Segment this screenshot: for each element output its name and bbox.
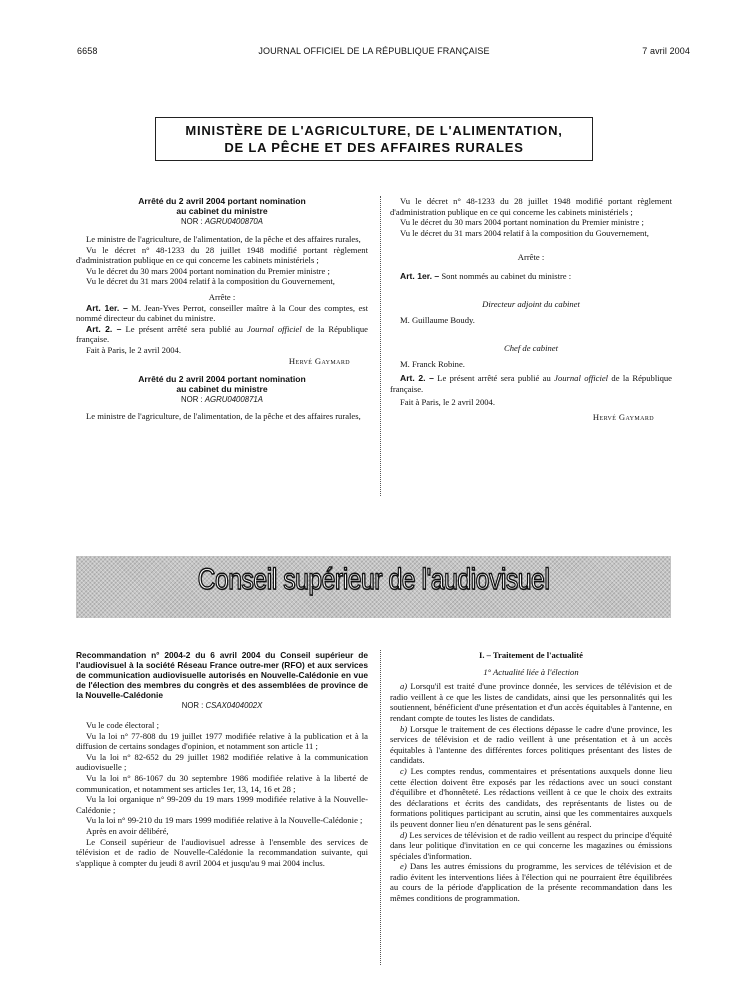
section1-column (390, 650, 672, 904)
arrete2-arrete: Arrête : (517, 252, 545, 263)
section-banner-title: Conseil supérieur de l'audiovisuel (197, 563, 550, 596)
arrete2-visa1: Vu le décret n° 48-1233 du 28 juillet 1948 modifié portant règlement d'administration publique en ce qui concerne les cabinets ministériels ; (390, 196, 672, 217)
arrete2-title (76, 374, 368, 394)
arrete2-role2: Chef de cabinet (504, 342, 558, 353)
article-text: M. Jean-Yves Perrot, conseiller maître à la Cour des comptes, est nommé directeur du cabinet du ministre. (76, 302, 369, 324)
arrete2-person2: M. Franck Robine. (400, 359, 465, 370)
article-text: Sont nommés au cabinet du ministre : (439, 270, 572, 281)
article-text: de la République française. (390, 372, 673, 394)
journal-title: JOURNAL OFFICIEL DE LA RÉPUBLIQUE FRANÇAISE (258, 46, 490, 56)
arrete1-preamble: Le ministre de l'agriculture, de l'alimentation, de la pêche et des affaires rurales, (86, 234, 361, 244)
recommandation-visa3: Vu la loi n° 82-652 du 29 juillet 1982 modifiée relative à la communication audiovisuelle ; (76, 751, 368, 773)
arrete1-fait: Fait à Paris, le 2 avril 2004. (86, 344, 181, 355)
arrete1-column (76, 196, 368, 422)
item-text: Lorsque le traitement de ces élections dépasse le cadre d'une province, les services de télévision et de radio veillent à une présentation et à un accès équitables à l'antenne des différentes forces politiques présentant des listes de candidats. (390, 723, 672, 766)
recommandation-deliberation: Après en avoir délibéré, (86, 825, 169, 836)
section1-item-e (390, 861, 672, 903)
item-text: Les services de télévision et de radio veillent au respect du principe d'équité dans leur politique d'invitation en ce qui concerne les magazines ou émissions spéciales d'information. (390, 829, 672, 861)
arrete2-preamble: Le ministre de l'agriculture, de l'alimentation, de la pêche et des affaires rurales, (86, 411, 361, 422)
item-label: e) (400, 861, 407, 872)
item-text: Les comptes rendus, commentaires et présentations auxquels donne lieu cette élection doivent être exposés par les rédactions avec un souci constant d'équilibre et d'honnêteté. Les rédactions veillent à ce que le choix des extraits des déclarations et écrits des candidats, des représentants de listes ou de formations politiques participant au scrutin, ainsi que les commentaires auxquels ils peuvent donner lieu n'en dénaturent pas le sens général. (390, 765, 672, 829)
arrete2-nor (76, 394, 368, 405)
section1-item-a (390, 681, 672, 723)
recommandation-visa2: Vu la loi n° 77-808 du 19 juillet 1977 modifiée relative à la publication et à la diffusion de certains sondages d'opinion, et notamment son article 11 ; (76, 730, 368, 752)
arrete1-nor (76, 216, 368, 227)
arrete1-title (76, 196, 368, 216)
nor-label: NOR : (181, 217, 205, 226)
arrete1-article1 (76, 303, 368, 324)
article-label: Art. 2. – (86, 323, 122, 334)
arrete1-visa3: Vu le décret du 31 mars 2004 relatif à la composition du Gouvernement, (86, 276, 335, 287)
arrete1-arrete: Arrête : (208, 291, 236, 302)
ministry-heading-box (155, 117, 593, 161)
article-label: Art. 1er. – (400, 270, 440, 281)
journal-officiel-ref: Journal officiel (554, 372, 609, 383)
arrete1-visa1: Vu le décret n° 48-1233 du 28 juillet 1948 modifié portant règlement d'administration publique en ce qui concerne les cabinets ministériels ; (76, 244, 368, 266)
item-label: d) (400, 829, 408, 840)
recommandation-visa5: Vu la loi organique n° 99-209 du 19 mars 1999 modifiée relative à la Nouvelle-Calédonie ; (76, 794, 368, 815)
section1-subheading: 1° Actualité liée à l'élection (483, 666, 579, 677)
recommandation-visa6: Vu la loi n° 99-210 du 19 mars 1999 modifiée relative à la Nouvelle-Calédonie ; (86, 815, 363, 826)
recommandation-column (76, 650, 368, 868)
nor-label: NOR : (181, 701, 206, 710)
recommandation-visa4: Vu la loi n° 86-1067 du 30 septembre 1986 modifiée relative à la liberté de communication, et notamment ses articles 1er, 13, 14, 16 et 28 ; (76, 772, 368, 794)
arrete1-signature: Hervé Gaymard (288, 355, 350, 366)
item-text: Lorsqu'il est traité d'une province donnée, les services de télévision et de radio veillent à ce que les listes de candidats, ainsi que les personnalités qui les soutiennent, bénéficient d'une présentation et d'un accès équitables à l'antenne, en rendant compte de toutes les listes de candidats. (390, 681, 672, 723)
arrete2-signature: Hervé Gaymard (592, 411, 654, 422)
article-text: Le présent arrêté sera publié au (433, 372, 555, 383)
article-label: Art. 2. – (400, 372, 434, 383)
section1-item-b (390, 724, 672, 766)
issue-date: 7 avril 2004 (642, 46, 690, 56)
arrete2-visa3: Vu le décret du 31 mars 2004 relatif à la composition du Gouvernement, (400, 227, 649, 238)
column-divider-lower (380, 650, 381, 965)
item-label: a) (400, 681, 408, 692)
ministry-heading-line1: MINISTÈRE DE L'AGRICULTURE, DE L'ALIMENTATION, (185, 123, 563, 138)
journal-officiel-ref: Journal officiel (247, 323, 302, 334)
arrete1-title-line1: Arrêté du 2 avril 2004 portant nomination (138, 196, 306, 206)
page-number: 6658 (77, 46, 98, 56)
nor-label: NOR : (181, 395, 205, 405)
article-text: Le présent arrêté sera publié au (121, 323, 248, 334)
arrete2-person1: M. Guillaume Boudy. (400, 315, 475, 326)
arrete1-visa2: Vu le décret du 30 mars 2004 portant nomination du Premier ministre ; (86, 265, 330, 276)
arrete2-fait: Fait à Paris, le 2 avril 2004. (400, 397, 495, 408)
arrete2-title-line2: au cabinet du ministre (176, 384, 268, 395)
section1-item-c (390, 766, 672, 830)
recommandation-title: Recommandation n° 2004-2 du 6 avril 2004 du Conseil supérieur de l'audiovisuel à la société Réseau France outre-mer (RFO) et aux services de communication audiovisuelle autorisés en Nouvelle-Calédonie en vue de l'élection des membres du congrès et des assemblées de province de la Nouvelle-Calédonie (76, 650, 368, 700)
arrete2-visa2: Vu le décret du 30 mars 2004 portant nomination du Premier ministre ; (400, 217, 644, 228)
recommandation-body: Le Conseil supérieur de l'audiovisuel adresse à l'ensemble des services de télévision et de radio de Nouvelle-Calédonie la recommandation suivante, qui s'applique à compter du jeudi 8 avril 2004 et jusqu'au 9 mai 2004 inclus. (76, 836, 368, 868)
section1-item-d (390, 830, 672, 862)
arrete2-title-line1: Arrêté du 2 avril 2004 portant nomination (138, 374, 306, 385)
arrete2-article2 (390, 373, 672, 394)
item-label: b) (400, 723, 408, 734)
ministry-heading-line2: DE LA PÊCHE ET DES AFFAIRES RURALES (224, 140, 524, 155)
item-text: Dans les autres émissions du programme, les services de télévision et de radio évitent les interventions liées à l'élection qui ne pourraient être équilibrées au cours de la période d'application de la présente recommandation dans les mêmes conditions de programmation. (390, 861, 672, 904)
article-label: Art. 1er. – (86, 302, 128, 313)
arrete2-role1: Directeur adjoint du cabinet (482, 298, 580, 309)
recommandation-nor (76, 700, 368, 711)
arrete2-article1 (390, 271, 672, 282)
arrete1-article2 (76, 324, 368, 345)
column-divider (380, 196, 381, 496)
section1-heading: I. – Traitement de l'actualité (479, 650, 583, 660)
arrete1-title-line2: au cabinet du ministre (176, 206, 268, 216)
article-text: de la République française. (76, 323, 368, 345)
nor-code: AGRU0400870A (204, 217, 263, 226)
item-label: c) (400, 765, 407, 776)
arrete2-column (390, 196, 672, 422)
recommandation-visa1: Vu le code électoral ; (86, 720, 159, 730)
nor-code: CSAX0404002X (205, 701, 263, 710)
nor-code: AGRU0400871A (204, 395, 263, 405)
